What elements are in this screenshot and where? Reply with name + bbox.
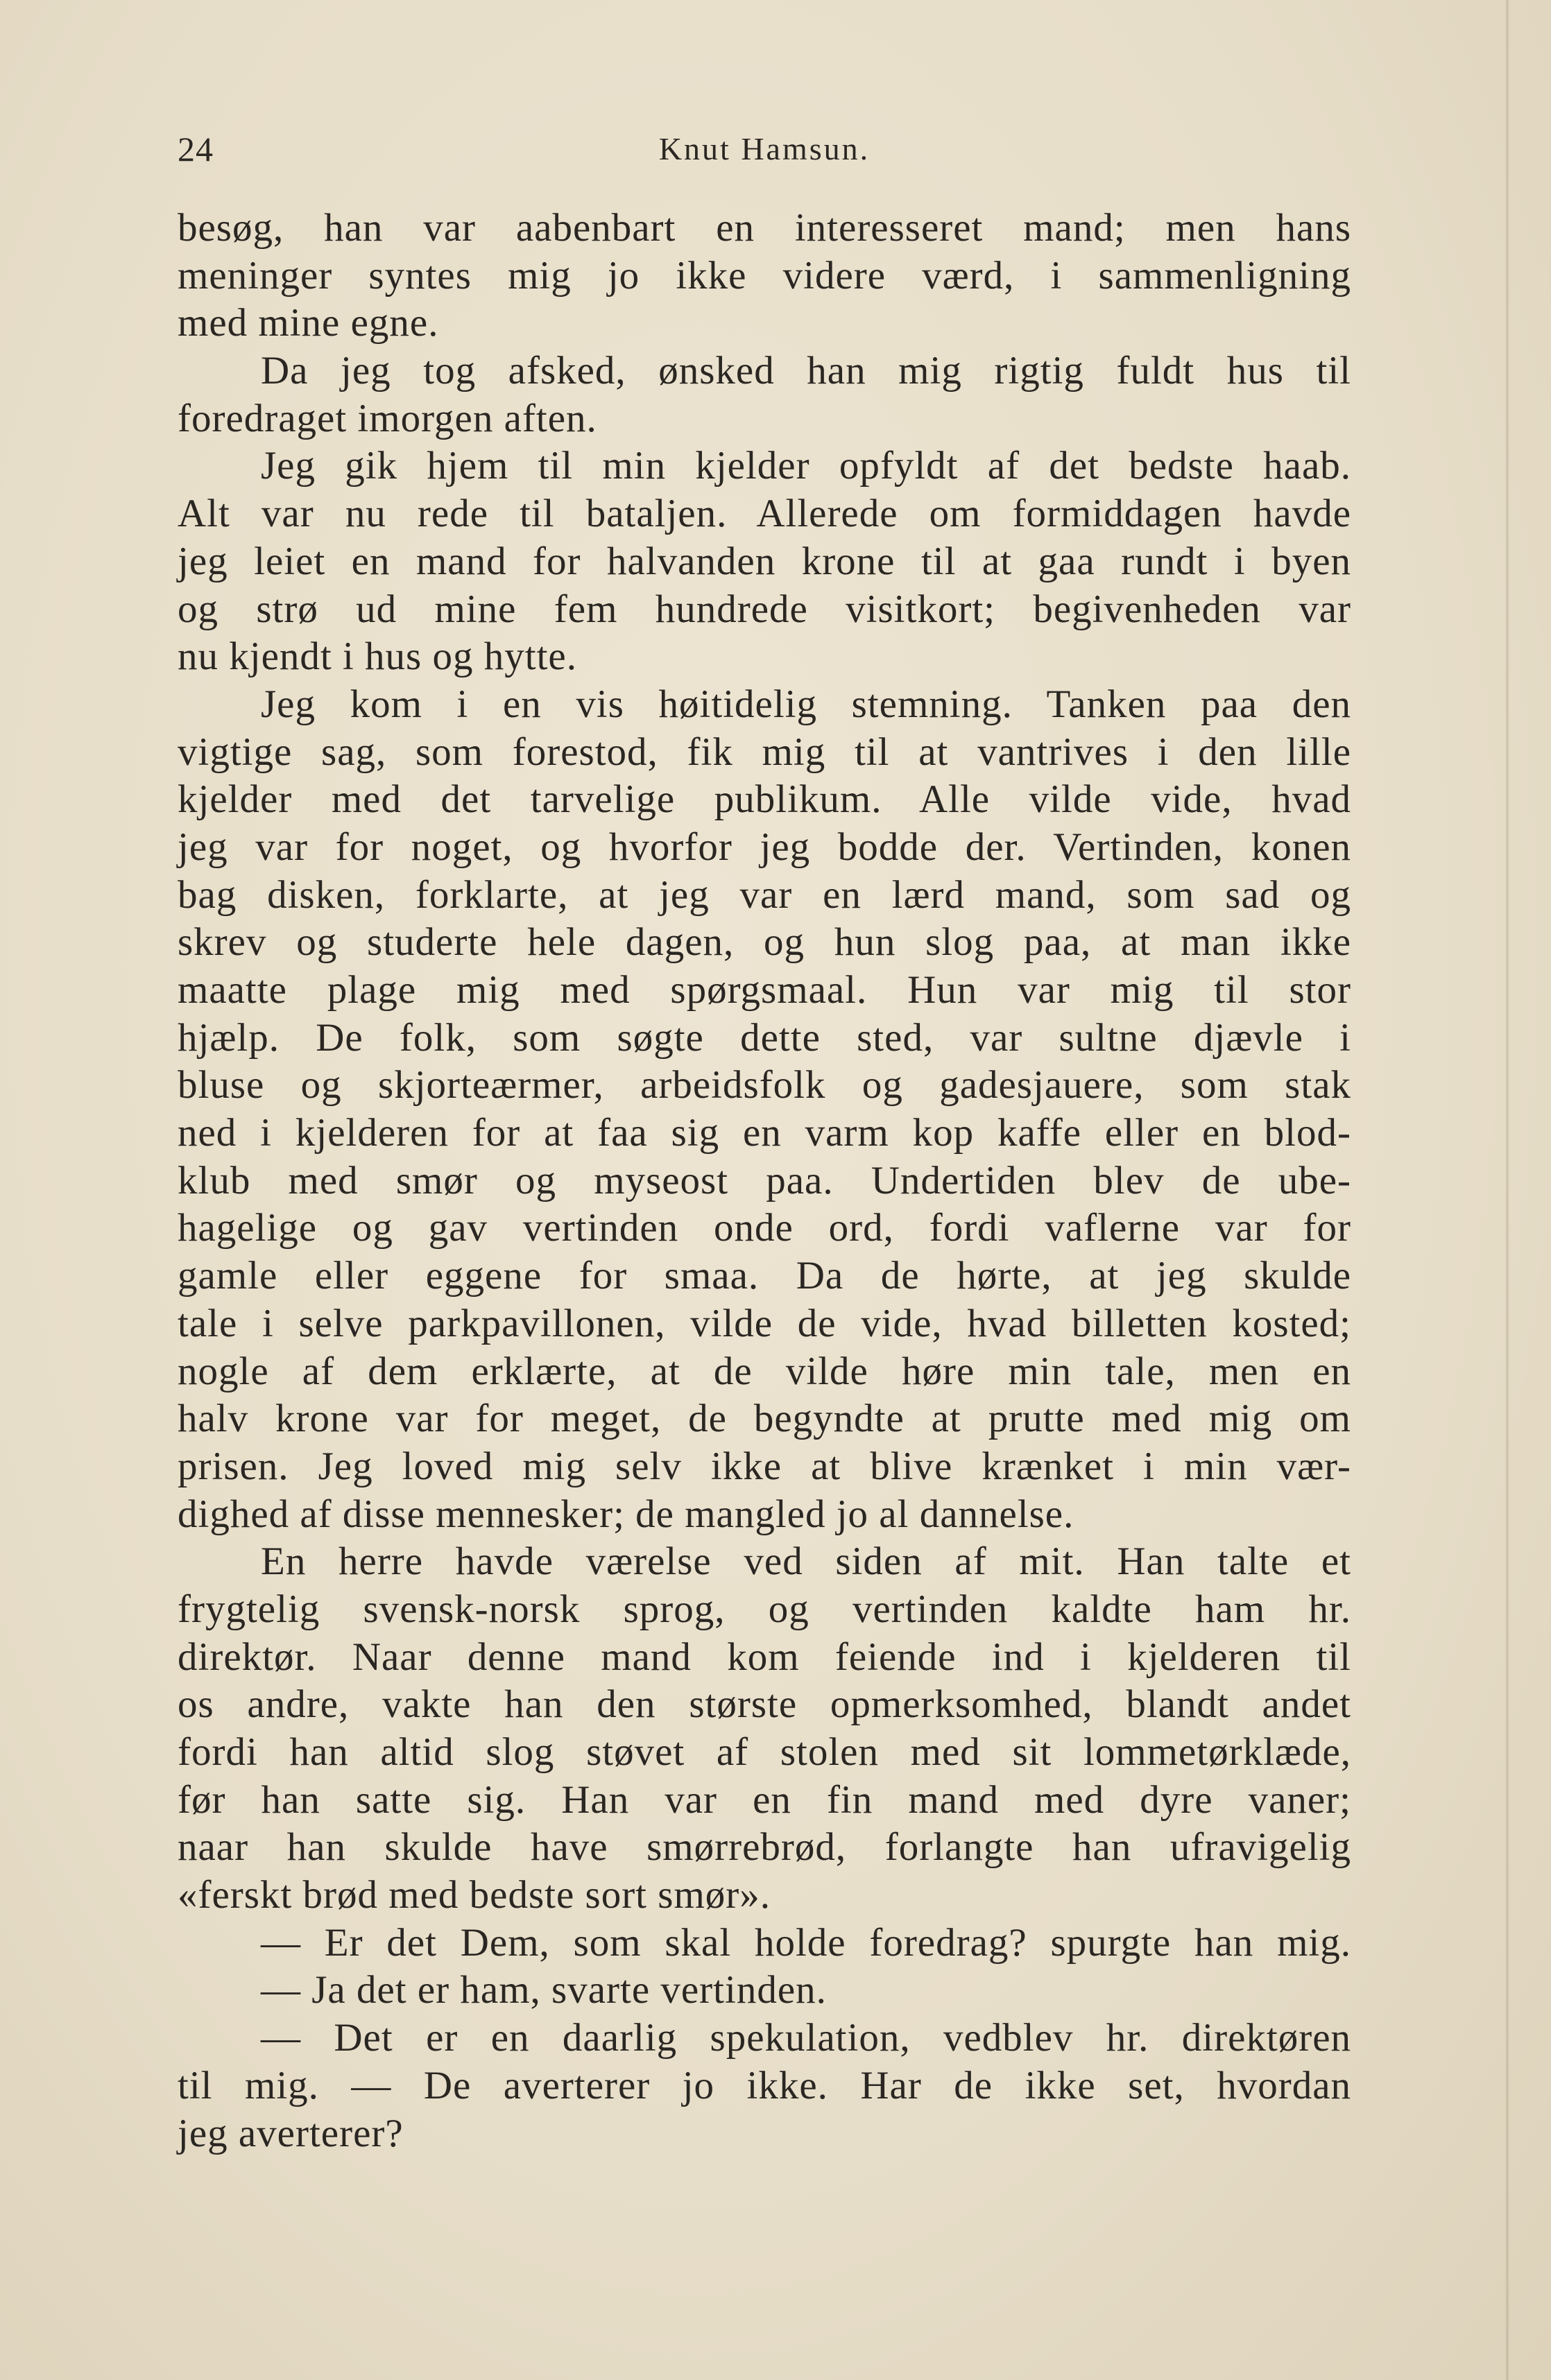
text-line: klub med smør og myseost paa. Undertiden blev de ube- — [178, 1158, 1351, 1202]
page-header — [178, 121, 1351, 177]
text-line: — Er det Dem, som skal holde foredrag? spurgte han mig. — [261, 1920, 1351, 1965]
text-line: Jeg gik hjem til min kjelder opfyldt af det bedste haab. — [261, 444, 1351, 488]
text-line: skrev og studerte hele dagen, og hun slog paa, at man ikke — [178, 920, 1351, 965]
text-line: meninger syntes mig jo ikke videre værd, i sammenligning — [178, 253, 1351, 298]
text-line: «ferskt brød med bedste sort smør». — [178, 1873, 771, 1917]
text-line: jeg leiet en mand for halvanden krone til at gaa rundt i byen — [178, 539, 1351, 583]
running-head: Knut Hamsun. — [658, 131, 871, 166]
text-line: ned i kjelderen for at faa sig en varm kop kaffe eller en blod- — [178, 1111, 1351, 1155]
text-line: og strø ud mine fem hundrede visitkort; begivenheden var — [178, 587, 1351, 631]
text-line: direktør. Naar denne mand kom feiende ind i kjelderen til — [178, 1635, 1351, 1679]
text-line: til mig. — De averterer jo ikke. Har de ikke set, hvordan — [178, 2063, 1351, 2107]
text-line: hjælp. De folk, som søgte dette sted, var sultne djævle i — [178, 1015, 1351, 1060]
text-line: jeg var for noget, og hvorfor jeg bodde der. Vertinden, konen — [178, 825, 1351, 869]
body-text — [178, 205, 1351, 2157]
text-line: med mine egne. — [178, 301, 439, 345]
text-line: frygtelig svensk-norsk sprog, og vertinden kaldte ham hr. — [178, 1587, 1351, 1631]
text-line: gamle eller eggene for smaa. Da de hørte, at jeg skulde — [178, 1254, 1351, 1298]
text-line: før han satte sig. Han var en fin mand med dyre vaner; — [178, 1777, 1351, 1822]
text-line: — Ja det er ham, svarte vertinden. — [261, 1968, 827, 2012]
text-line: maatte plage mig med spørgsmaal. Hun var mig til stor — [178, 968, 1351, 1012]
text-line: halv krone var for meget, de begyndte at prutte med mig om — [178, 1397, 1351, 1441]
text-line: tale i selve parkpavillonen, vilde de vide, hvad billetten kosted; — [178, 1301, 1351, 1345]
text-line: dighed af disse mennesker; de mangled jo al dannelse. — [178, 1492, 1074, 1536]
text-line: Jeg kom i en vis høitidelig stemning. Tanken paa den — [261, 682, 1351, 726]
text-line: bluse og skjorteærmer, arbeidsfolk og gadesjauere, som stak — [178, 1063, 1351, 1107]
text-line: besøg, han var aabenbart en interesseret mand; men hans — [178, 206, 1351, 250]
page-fold-shadow — [1505, 0, 1509, 2380]
text-line: vigtige sag, som forestod, fik mig til at vantrives i den lille — [178, 730, 1351, 774]
text-line: nogle af dem erklærte, at de vilde høre min tale, men en — [178, 1349, 1351, 1393]
text-line: jeg averterer? — [178, 2111, 404, 2155]
text-line: — Det er en daarlig spekulation, vedblev hr. direktøren — [261, 2016, 1351, 2060]
text-line: bag disken, forklarte, at jeg var en lærd mand, som sad og — [178, 872, 1351, 917]
text-line: En herre havde værelse ved siden af mit. Han talte et — [261, 1540, 1351, 1584]
text-line: foredraget imorgen aften. — [178, 396, 597, 440]
text-line: hagelige og gav vertinden onde ord, fordi vaflerne var for — [178, 1206, 1351, 1250]
text-line: Da jeg tog afsked, ønsked han mig rigtig fuldt hus til — [261, 349, 1351, 393]
text-line: nu kjendt i hus og hytte. — [178, 635, 577, 679]
text-line: os andre, vakte han den største opmerksomhed, blandt andet — [178, 1682, 1351, 1727]
text-line: prisen. Jeg loved mig selv ikke at blive krænket i min vær- — [178, 1444, 1351, 1488]
text-line: fordi han altid slog støvet af stolen med sit lommetørklæde, — [178, 1730, 1351, 1774]
page-number: 24 — [178, 130, 214, 169]
text-line: kjelder med det tarvelige publikum. Alle vilde vide, hvad — [178, 777, 1351, 822]
text-line: naar han skulde have smørrebrød, forlangte han ufravigelig — [178, 1825, 1351, 1870]
text-line: Alt var nu rede til bataljen. Allerede om formiddagen havde — [178, 492, 1351, 536]
